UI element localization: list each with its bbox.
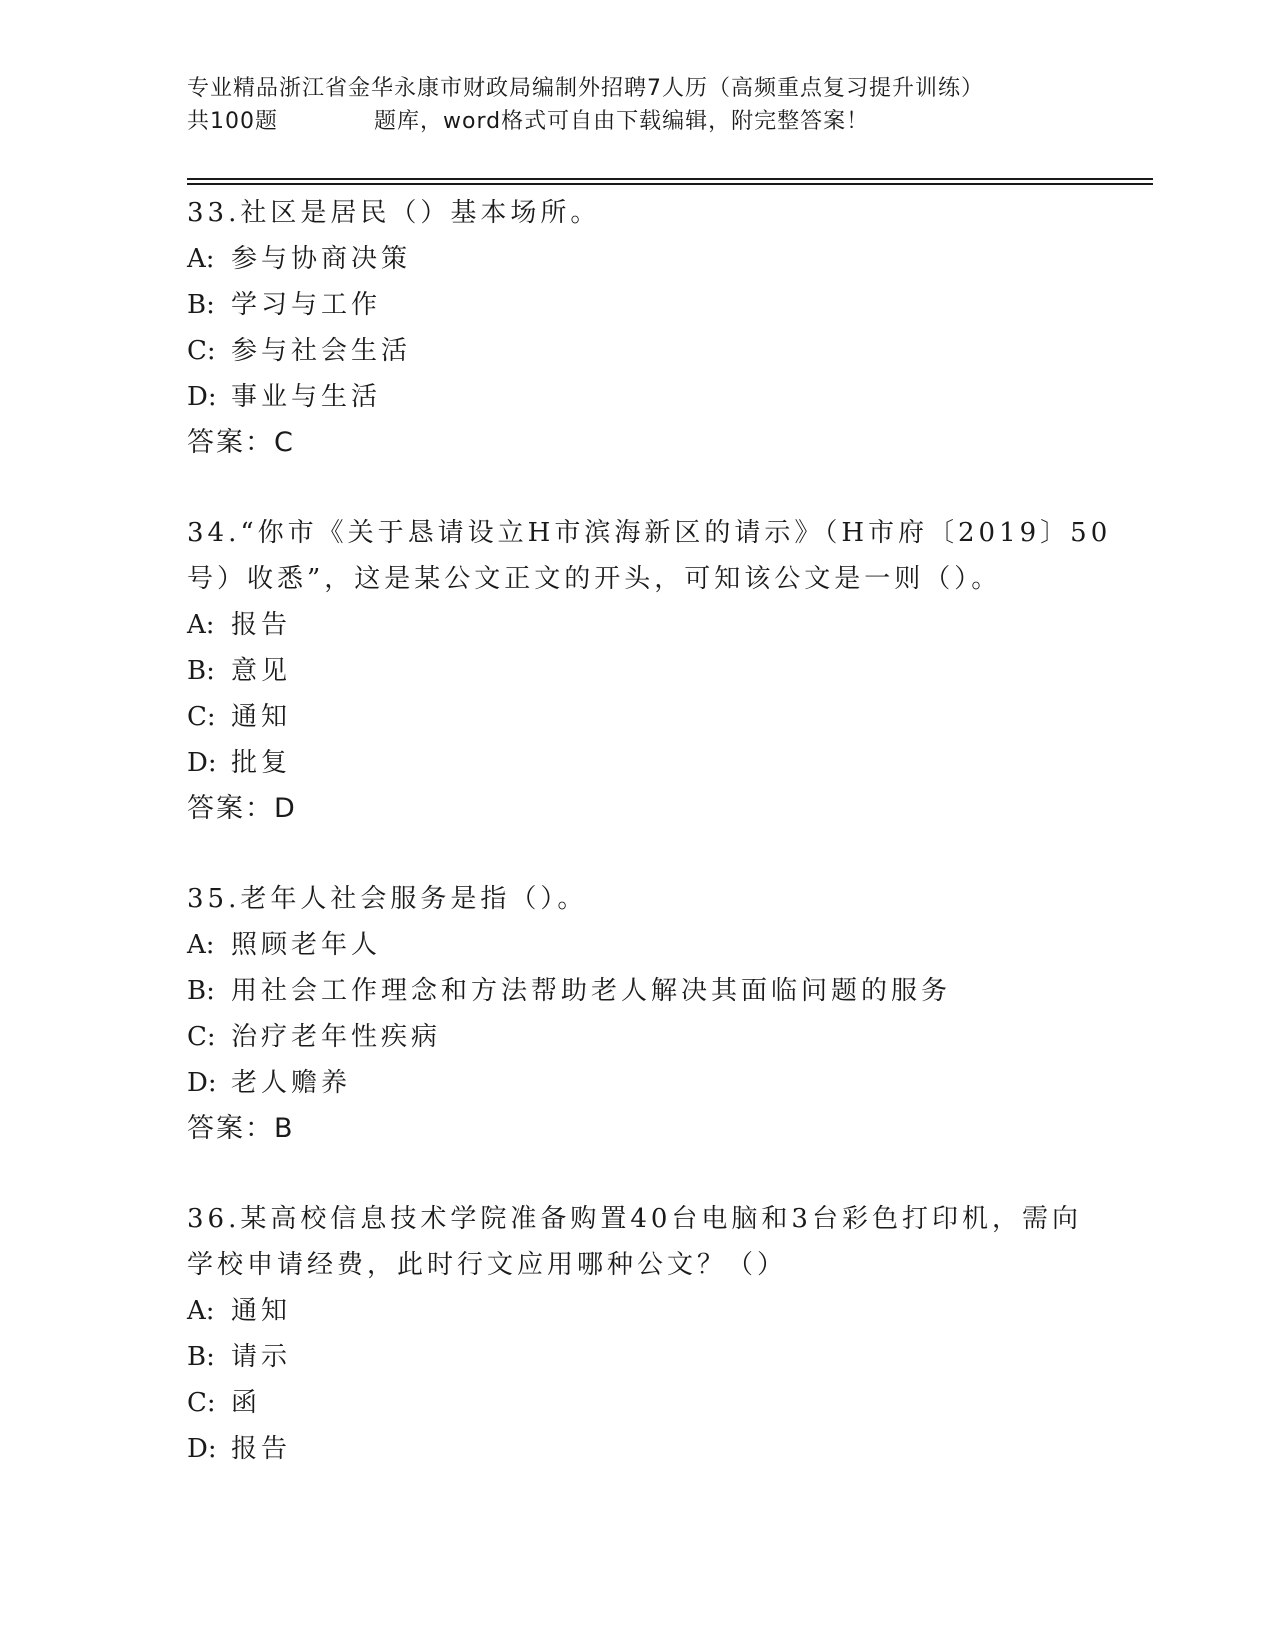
option-b: B: 用社会工作理念和方法帮助老人解决其面临问题的服务 [187, 976, 952, 1006]
answer-line: 答案：B [187, 1113, 295, 1144]
option-c: C: 函 [187, 1388, 262, 1418]
header-subtitle [187, 105, 1147, 138]
question-33 [187, 190, 1087, 466]
option-a: A: 照顾老年人 [187, 930, 382, 960]
question-stem: 33.社区是居民（）基本场所。 [187, 198, 601, 228]
question-35 [187, 876, 1087, 1152]
header-note: 题库，word格式可自由下载编辑，附完整答案！ [374, 109, 870, 134]
option-c: C: 通知 [187, 702, 292, 732]
answer-line: 答案：C [187, 427, 295, 458]
option-d: D: 事业与生活 [187, 382, 382, 412]
option-d: D: 批复 [187, 748, 292, 778]
option-a: A: 报告 [187, 610, 292, 640]
answer-line: 答案：D [187, 793, 297, 824]
question-stem: 35.老年人社会服务是指（）。 [187, 884, 588, 914]
question-stem-continued: 号）收悉”，这是某公文正文的开头，可知该公文是一则（）。 [187, 564, 1002, 594]
question-36 [187, 1196, 1087, 1472]
header-divider-bottom [187, 183, 1153, 185]
header-title: 专业精品浙江省金华永康市财政局编制外招聘7人历（高频重点复习提升训练） [187, 76, 984, 101]
question-list [187, 190, 1112, 1472]
option-b: B: 意见 [187, 656, 292, 686]
question-stem: 36.某高校信息技术学院准备购置40台电脑和3台彩色打印机，需向 [187, 1204, 1082, 1234]
document-header [187, 72, 1147, 138]
option-d: D: 老人赡养 [187, 1068, 352, 1098]
header-divider-top [187, 178, 1153, 180]
header-count: 共100题 [187, 109, 278, 134]
question-34 [187, 510, 1112, 832]
question-stem: 34.“你市《关于恳请设立H市滨海新区的请示》（H市府〔2019〕50 [187, 518, 1112, 548]
option-d: D: 报告 [187, 1434, 292, 1464]
option-a: A: 通知 [187, 1296, 292, 1326]
option-b: B: 学习与工作 [187, 290, 382, 320]
option-a: A: 参与协商决策 [187, 244, 412, 274]
option-c: C: 参与社会生活 [187, 336, 412, 366]
question-stem-continued: 学校申请经费，此时行文应用哪种公文？（） [187, 1250, 788, 1280]
option-c: C: 治疗老年性疾病 [187, 1022, 442, 1052]
option-b: B: 请示 [187, 1342, 292, 1372]
